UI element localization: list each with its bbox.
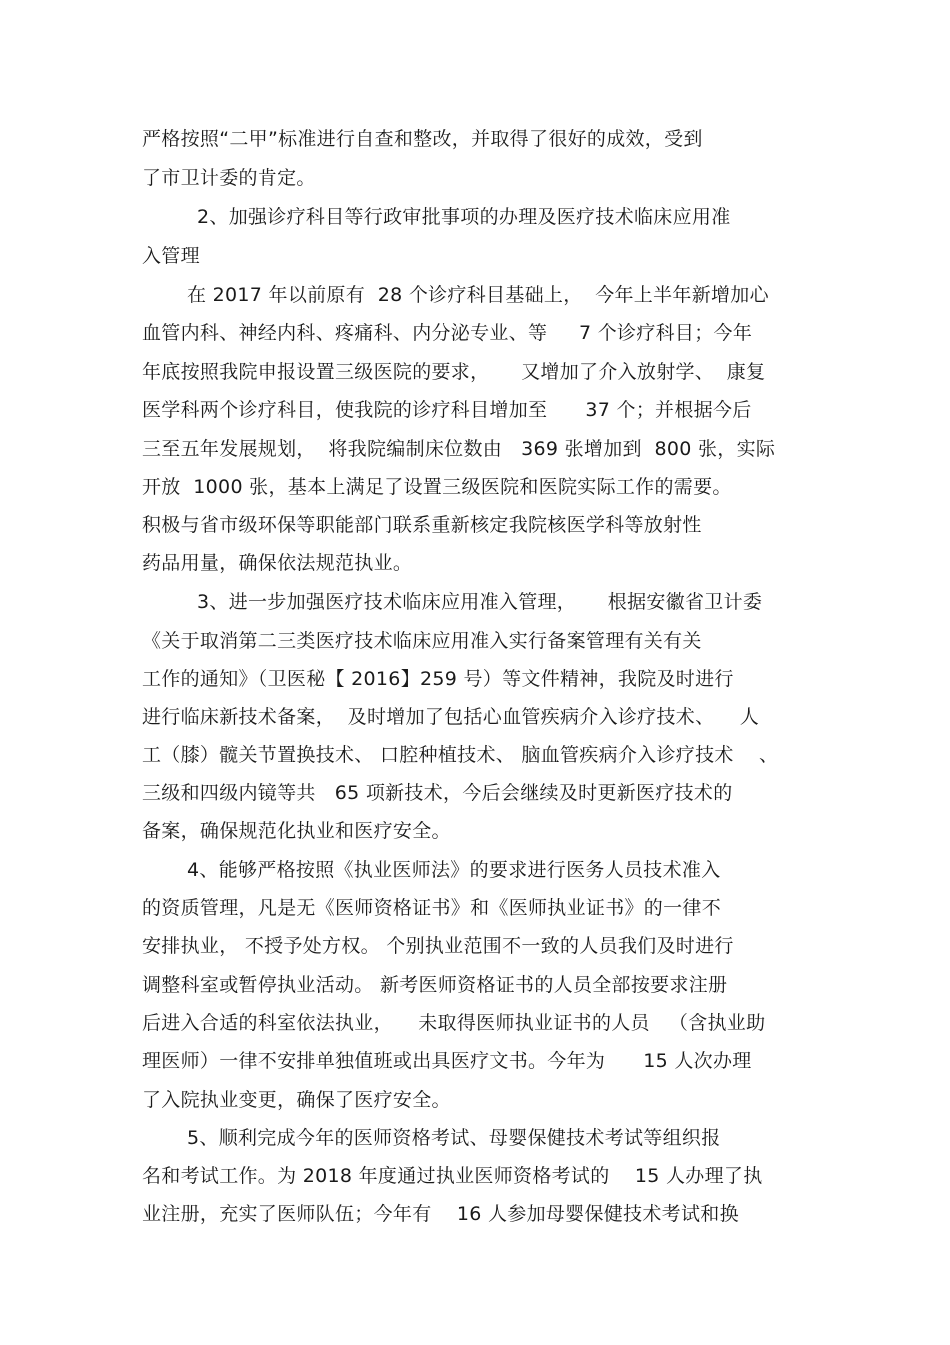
text-line: 三至五年发展规划， 将我院编制床位数由 369 张增加到 800 张，实际 — [142, 438, 776, 460]
text-line: 了入院执业变更，确保了医疗安全。 — [142, 1089, 451, 1111]
text-line: 4、能够严格按照《执业医师法》的要求进行医务人员技术准入 — [187, 859, 721, 881]
text-line: 安排执业， 不授予处方权。 个别执业范围不一致的人员我们及时进行 — [142, 935, 734, 957]
text-line: 工作的通知》（卫医秘【 2016】259 号）等文件精神，我院及时进行 — [142, 668, 734, 690]
text-line: 业注册，充实了医师队伍；今年有 16 人参加母婴保健技术考试和换 — [142, 1203, 739, 1225]
text-line: 名和考试工作。为 2018 年度通过执业医师资格考试的 15 人办理了执 — [142, 1165, 763, 1187]
text-line: 积极与省市级环保等职能部门联系重新核定我院核医学科等放射性 — [142, 514, 702, 536]
text-line: 备案，确保规范化执业和医疗安全。 — [142, 820, 451, 842]
text-line: 的资质管理，凡是无《医师资格证书》和《医师执业证书》的一律不 — [142, 897, 722, 919]
text-line: 血管内科、神经内科、疼痛科、内分泌专业、等 7 个诊疗科目；今年 — [142, 322, 753, 344]
text-line: 三级和四级内镜等共 65 项新技术，今后会继续及时更新医疗技术的 — [142, 782, 733, 804]
text-line: 了市卫计委的肯定。 — [142, 167, 316, 189]
text-line: 2、加强诊疗科目等行政审批事项的办理及医疗技术临床应用准 — [197, 206, 731, 228]
text-line: 3、进一步加强医疗技术临床应用准入管理， 根据安徽省卫计委 — [197, 591, 763, 613]
text-line: 调整科室或暂停执业活动。 新考医师资格证书的人员全部按要求注册 — [142, 974, 728, 996]
text-line: 开放 1000 张，基本上满足了设置三级医院和医院实际工作的需要。 — [142, 476, 732, 498]
text-line: 在 2017 年以前原有 28 个诊疗科目基础上， 今年上半年新增加心 — [187, 284, 769, 306]
text-line: 入管理 — [142, 245, 200, 267]
text-line: 药品用量，确保依法规范执业。 — [142, 552, 413, 574]
text-line: 工（膝）髋关节置换技术、 口腔种植技术、 脑血管疾病介入诊疗技术 、 — [142, 744, 779, 766]
text-line: 医学科两个诊疗科目，使我院的诊疗科目增加至 37 个；并根据今后 — [142, 399, 752, 421]
text-line: 理医师）一律不安排单独值班或出具医疗文书。今年为 15 人次办理 — [142, 1050, 752, 1072]
text-line: 年底按照我院申报设置三级医院的要求， 又增加了介入放射学、 康复 — [142, 361, 766, 383]
text-line: 《关于取消第二三类医疗技术临床应用准入实行备案管理有关有关 — [142, 630, 702, 652]
text-line: 进行临床新技术备案， 及时增加了包括心血管疾病介入诊疗技术、 人 — [142, 706, 760, 728]
text-line: 严格按照“二甲”标准进行自查和整改，并取得了很好的成效，受到 — [142, 128, 703, 150]
text-line: 5、顺利完成今年的医师资格考试、母婴保健技术考试等组织报 — [187, 1127, 721, 1149]
text-line: 后进入合适的科室依法执业， 未取得医师执业证书的人员 （含执业助 — [142, 1012, 766, 1034]
